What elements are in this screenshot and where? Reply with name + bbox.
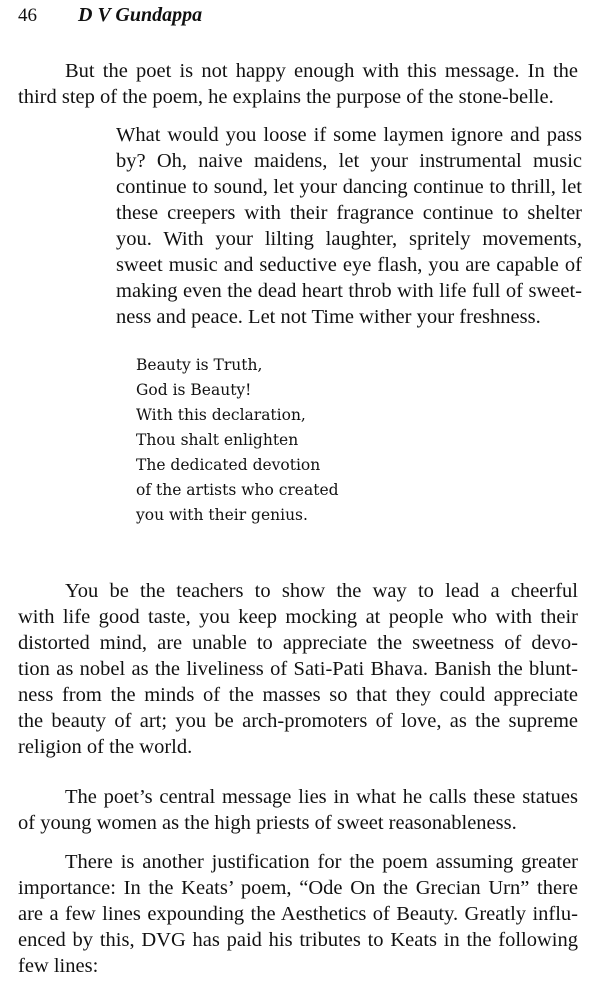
running-head-author: D V Gundappa <box>78 4 203 26</box>
quote-line: ness and peace. Let not Time wither your freshness. <box>116 306 541 328</box>
poem-stanza <box>136 353 339 528</box>
paragraph-3 <box>18 784 578 836</box>
quote-line: sweet music and seductive eye flash, you are capable of <box>116 254 582 276</box>
paragraph-4 <box>18 849 578 979</box>
poem-line: Thou shalt enlighten <box>136 431 299 449</box>
poem-line: you with their genius. <box>136 506 308 524</box>
poem-line: God is Beauty! <box>136 381 252 399</box>
text-line: the beauty of art; you be arch-promoters of love, as the supreme <box>18 710 578 732</box>
text-line: distorted mind, are unable to appreciate the sweetness of devo- <box>18 632 578 654</box>
text-line: importance: In the Keats’ poem, “Ode On the Grecian Urn” there <box>18 877 578 899</box>
poem-line: With this declaration, <box>136 406 306 424</box>
text-line: The poet’s central message lies in what he calls these statues <box>65 786 578 808</box>
text-line: few lines: <box>18 955 99 977</box>
text-line: tion as nobel as the liveliness of Sati-Pati Bhava. Banish the blunt- <box>18 658 578 680</box>
quote-line: What would you loose if some laymen ignore and pass <box>116 124 582 146</box>
quote-line: making even the dead heart throb with life full of sweet- <box>116 280 582 302</box>
quote-line: continue to sound, let your dancing continue to thrill, let <box>116 176 582 198</box>
quote-line: by? Oh, naive maidens, let your instrumental music <box>116 150 582 172</box>
page-number: 46 <box>18 5 37 26</box>
text-line: You be the teachers to show the way to lead a cheerful <box>65 580 578 602</box>
text-line: There is another justification for the poem assuming greater <box>65 851 578 873</box>
paragraph-2 <box>18 578 578 760</box>
text-line: enced by this, DVG has paid his tributes to Keats in the following <box>18 929 578 951</box>
poem-line: of the artists who created <box>136 481 339 499</box>
text-line: But the poet is not happy enough with this message. In the <box>65 60 578 82</box>
block-quote <box>116 122 582 330</box>
text-line: religion of the world. <box>18 736 193 758</box>
text-line: are a few lines expounding the Aesthetics of Beauty. Greatly influ- <box>18 903 578 925</box>
running-header <box>18 4 202 27</box>
text-line: ness from the minds of the masses so that they could appreciate <box>18 684 578 706</box>
text-line: of young women as the high priests of sweet reasonableness. <box>18 812 517 834</box>
poem-line: The dedicated devotion <box>136 456 321 474</box>
quote-line: these creepers with their fragrance continue to shelter <box>116 202 582 224</box>
paragraph-1 <box>18 58 578 110</box>
text-line: with life good taste, you keep mocking at people who with their <box>18 606 578 628</box>
quote-line: you. With your lilting laughter, spritely movements, <box>116 228 582 250</box>
text-line: third step of the poem, he explains the purpose of the stone-belle. <box>18 86 554 108</box>
poem-line: Beauty is Truth, <box>136 356 263 374</box>
